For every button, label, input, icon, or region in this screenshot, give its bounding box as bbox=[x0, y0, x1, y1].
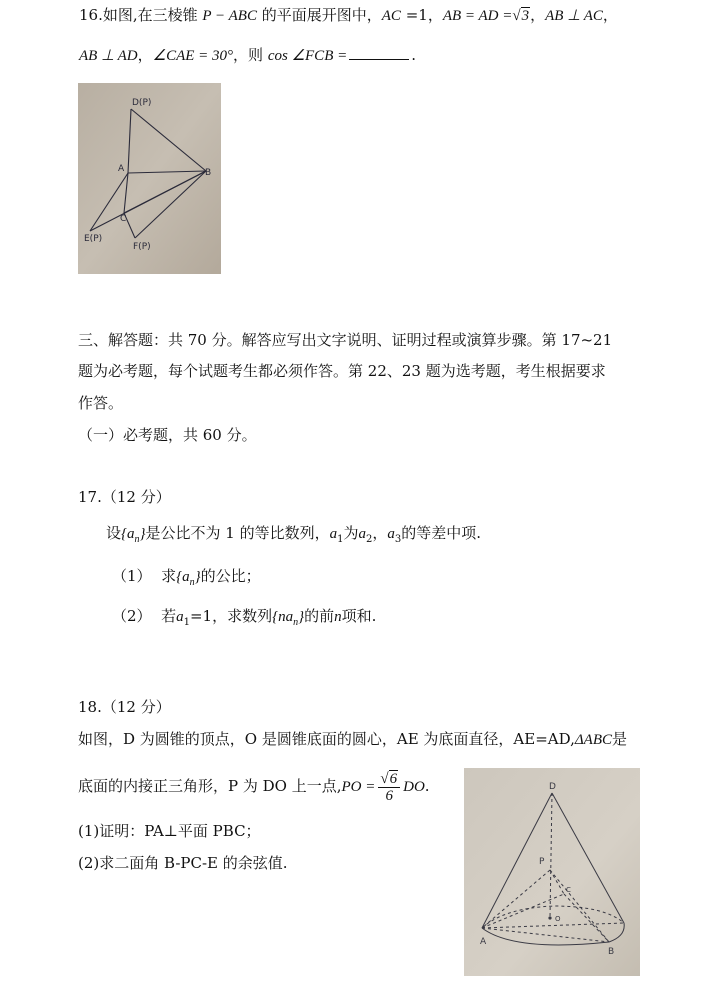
q17-math: } bbox=[139, 526, 146, 542]
q18-math: PO = bbox=[341, 779, 376, 795]
q16-line1 bbox=[79, 4, 618, 27]
q17-math: {na bbox=[272, 609, 294, 625]
q17-text: =1，求数列 bbox=[189, 607, 273, 625]
q18-part2: (2)求二面角 B-PC-E 的余弦值. bbox=[78, 854, 288, 872]
label-D: D bbox=[549, 782, 556, 792]
q16-text: ， bbox=[602, 6, 618, 24]
q16-math: cos ∠FCB = bbox=[267, 48, 348, 64]
q16-text: ， bbox=[530, 6, 546, 24]
q18-title: 18.（12 分） bbox=[78, 698, 171, 716]
q18-text: 如图，D 为圆锥的顶点，O 是圆锥底面的圆心，AE 为底面直径，AE=AD, bbox=[78, 730, 575, 748]
q18-line1 bbox=[78, 728, 627, 751]
q18-part1: (1)证明：PA⊥平面 PBC； bbox=[78, 822, 261, 840]
label-B: B bbox=[205, 168, 212, 178]
q16-math: P − ABC bbox=[202, 8, 257, 24]
q17-sub: 3 bbox=[394, 534, 402, 545]
q16-line2 bbox=[79, 44, 416, 67]
fraction-sqrt6-over-6 bbox=[378, 771, 400, 804]
label-A: A bbox=[118, 164, 125, 174]
q17-math: {a bbox=[121, 526, 135, 542]
q18-math: ΔABC bbox=[574, 732, 612, 748]
fraction-denominator: 6 bbox=[385, 787, 393, 804]
q17-title: 17.（12 分） bbox=[78, 488, 171, 506]
q16-text: 的平面展开图中， bbox=[256, 6, 382, 24]
label-E: E(P) bbox=[84, 234, 103, 244]
q16-math: AC bbox=[381, 8, 401, 24]
q17-math: a bbox=[176, 609, 184, 625]
q17-sub: n bbox=[189, 577, 195, 588]
q17-part1-num: （1） bbox=[112, 567, 152, 585]
q17-math: } bbox=[298, 609, 305, 625]
answer-blank bbox=[349, 45, 409, 60]
q17-sub: 1 bbox=[337, 534, 344, 545]
q17-text: 的等差中项. bbox=[401, 524, 482, 542]
section3-line1: 三、解答题：共 70 分。解答应写出文字说明、证明过程或演算步骤。第 17~21 bbox=[78, 331, 613, 349]
q17-sub: n bbox=[134, 534, 140, 545]
q17-math: } bbox=[194, 569, 201, 585]
q17-part2-num: （2） bbox=[112, 607, 152, 625]
section3-line2: 题为必考题，每个试题考生都必须作答。第 22、23 题为选考题，考生根据要求 bbox=[78, 362, 606, 380]
q16-text: ，则 bbox=[233, 46, 268, 64]
q17-math: n bbox=[334, 609, 342, 625]
q16-text: . bbox=[411, 46, 417, 64]
sqrt-symbol: √ bbox=[512, 8, 521, 24]
q18-text: 是 bbox=[612, 730, 628, 748]
q18-line2 bbox=[78, 766, 430, 807]
q17-text: 为 bbox=[343, 524, 359, 542]
q17-math: {a bbox=[176, 569, 190, 585]
q16-math: ∠CAE = 30° bbox=[152, 48, 234, 64]
q17-math: a bbox=[358, 526, 366, 542]
label-C: C bbox=[566, 886, 571, 894]
q17-sub: 2 bbox=[366, 534, 373, 545]
q16-math: AB = AD = bbox=[442, 8, 513, 24]
q17-math: a bbox=[387, 526, 395, 542]
q17-text: ， bbox=[372, 524, 388, 542]
q17-math: a bbox=[329, 526, 338, 542]
q17-text: 求 bbox=[161, 567, 177, 585]
q16-math: AB ⊥ AC bbox=[545, 8, 603, 24]
q17-sub: 1 bbox=[183, 617, 190, 628]
q16-math: 3 bbox=[521, 8, 530, 24]
q18-cone-figure bbox=[464, 768, 640, 976]
q17-text: 是公比不为 1 的等比数列， bbox=[145, 524, 330, 542]
q16-text: ， bbox=[137, 46, 153, 64]
fraction-numerator: √6 bbox=[378, 771, 400, 788]
q17-text: 若 bbox=[161, 607, 177, 625]
q16-text: 16.如图,在三棱锥 bbox=[79, 6, 203, 24]
q17-sub: n bbox=[293, 617, 299, 628]
section3-line3: 作答。 bbox=[78, 394, 124, 412]
label-C: C bbox=[120, 214, 127, 224]
label-A: A bbox=[480, 937, 487, 947]
label-B: B bbox=[608, 947, 615, 957]
numerator-value: 6 bbox=[389, 770, 398, 787]
label-P: P bbox=[539, 857, 545, 867]
section3-subheading: （一）必考题，共 60 分。 bbox=[78, 426, 257, 444]
center-O-dot bbox=[548, 916, 551, 919]
q17-part1 bbox=[112, 565, 261, 594]
q16-net-figure bbox=[78, 83, 221, 274]
q17-part2 bbox=[112, 605, 376, 634]
q18-math: DO bbox=[403, 779, 425, 795]
q16-text: =1， bbox=[400, 6, 443, 24]
q17-text: 的前 bbox=[304, 607, 335, 625]
label-F: F(P) bbox=[133, 242, 151, 252]
q17-text: 设 bbox=[106, 524, 122, 542]
q17-text: 项和. bbox=[341, 607, 377, 625]
q17-text: 的公比； bbox=[200, 567, 261, 585]
q18-text: . bbox=[424, 777, 430, 795]
q17-stem bbox=[106, 522, 481, 551]
label-O: O bbox=[555, 915, 561, 923]
label-D: D(P) bbox=[132, 98, 152, 108]
q18-text: 底面的内接正三角形，P 为 DO 上一点, bbox=[78, 777, 342, 795]
q16-math: AB ⊥ AD bbox=[79, 48, 138, 64]
